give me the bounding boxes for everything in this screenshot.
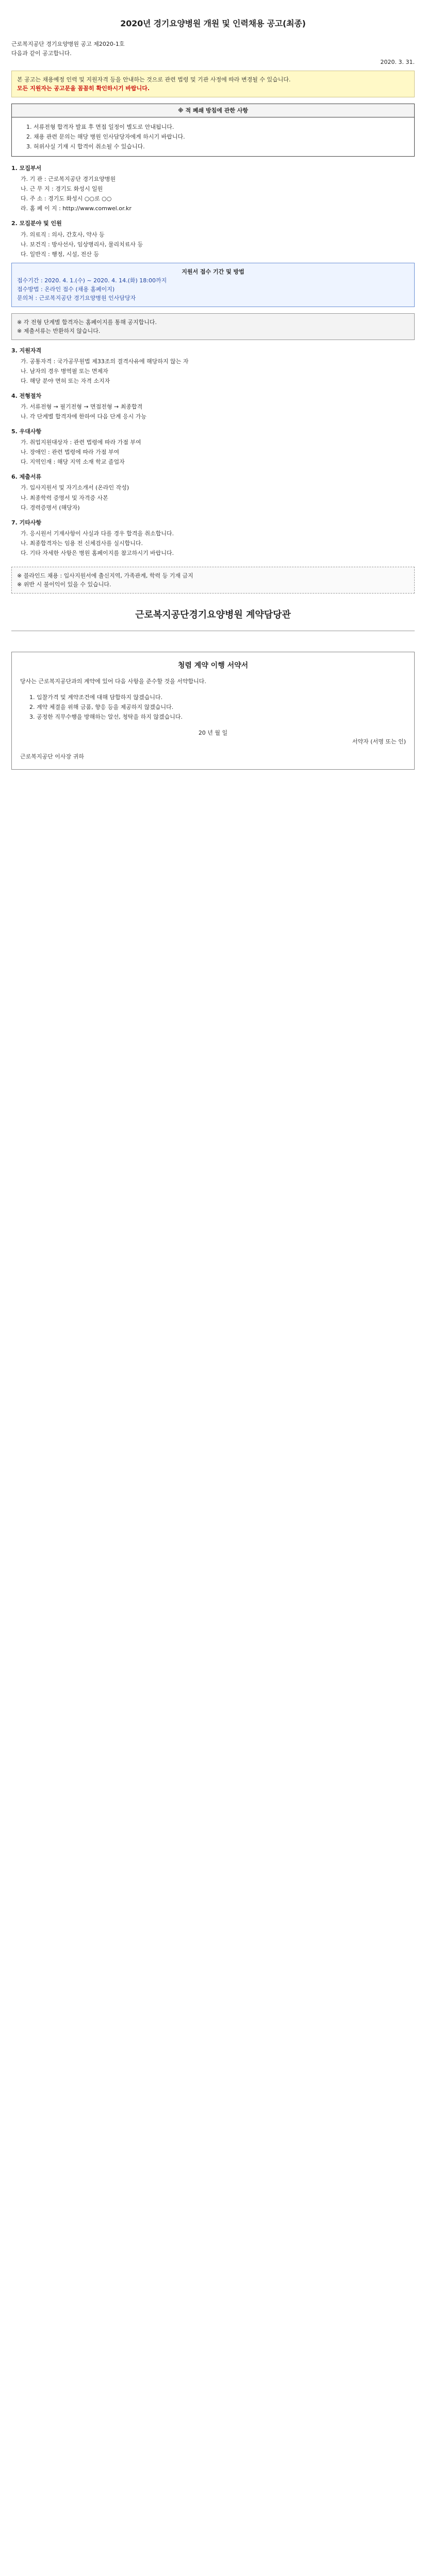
appendix-to: 근로복지공단 이사장 귀하 bbox=[20, 753, 84, 760]
gray-notice-line: ※ 제출서류는 반환하지 않습니다. bbox=[17, 327, 101, 334]
section-item: 나. 남자의 경우 병역필 또는 면제자 bbox=[21, 368, 108, 375]
document-date: 2020. 3. 31. bbox=[380, 58, 415, 65]
notice-text: 본 공고는 채용예정 인력 및 지원자격 등을 안내하는 것으로 관련 법령 및 기관 사정에 따라 변경될 수 있습니다. bbox=[17, 76, 291, 83]
section-1 bbox=[11, 164, 415, 213]
section-item: 가. 의료직 : 의사, 간호사, 약사 등 bbox=[21, 231, 105, 238]
application-box-title: 지원서 접수 기간 및 방법 bbox=[182, 268, 244, 275]
appendix-intro: 당사는 근로복지공단과의 계약에 있어 다음 사항을 준수할 것을 서약합니다. bbox=[20, 677, 206, 685]
section-title: 1. 모집부서 bbox=[11, 165, 42, 172]
section-title: 7. 기타사항 bbox=[11, 519, 42, 526]
appendix-title: 청렴 계약 이행 서약서 bbox=[177, 661, 249, 670]
notice-box bbox=[11, 71, 415, 97]
info-box-title: ※ 적 폐쇄 방침에 관한 사항 bbox=[12, 104, 414, 117]
info-box-item: 1. 서류전형 합격자 발표 후 면접 일정이 별도로 안내됩니다. bbox=[26, 124, 174, 131]
section-item: 다. 주 소 : 경기도 화성시 ○○로 ○○ bbox=[21, 195, 112, 202]
section-item: 가. 응시원서 기재사항이 사실과 다를 경우 합격을 취소합니다. bbox=[21, 530, 174, 537]
section-item: 나. 보건직 : 방사선사, 임상병리사, 물리치료사 등 bbox=[21, 241, 143, 248]
document-meta bbox=[11, 40, 415, 58]
section-title: 6. 제출서류 bbox=[11, 473, 42, 481]
section-item: 가. 취업지원대상자 : 관련 법령에 따라 가점 부여 bbox=[21, 439, 141, 446]
info-box-item: 2. 채용 관련 문의는 해당 병원 인사담당자에게 하시기 바랍니다. bbox=[26, 133, 185, 141]
document-title: 2020년 경기요양병원 개원 및 인력채용 공고(최종) bbox=[120, 19, 306, 28]
section-item: 나. 근 무 지 : 경기도 화성시 일원 bbox=[21, 185, 103, 193]
note-line: ※ 블라인드 채용 : 입사지원서에 출신지역, 가족관계, 학력 등 기재 금지 bbox=[17, 572, 193, 579]
section-2 bbox=[11, 219, 415, 258]
gray-notice-line: ※ 각 전형 단계별 합격자는 홈페이지를 통해 공지합니다. bbox=[17, 318, 157, 326]
section-item: 다. 기타 자세한 사항은 병원 홈페이지를 참고하시기 바랍니다. bbox=[21, 549, 174, 556]
spacer bbox=[20, 722, 406, 728]
section-item: 다. 지역인재 : 해당 지역 소재 학교 졸업자 bbox=[21, 459, 125, 466]
section-title: 5. 우대사항 bbox=[11, 428, 42, 435]
section-item: 나. 최종합격자는 임용 전 신체검사를 실시합니다. bbox=[21, 539, 143, 547]
more-sections bbox=[11, 346, 415, 563]
section-6 bbox=[11, 472, 415, 512]
note-line: ※ 위반 시 불이익이 있을 수 있습니다. bbox=[17, 581, 111, 588]
section-item: 다. 경력증명서 (해당자) bbox=[21, 504, 80, 511]
appendix-item: 2. 계약 체결을 위해 금품, 향응 등을 제공하지 않겠습니다. bbox=[29, 703, 174, 710]
appendix-item: 3. 공정한 직무수행을 방해하는 알선, 청탁을 하지 않겠습니다. bbox=[29, 713, 183, 720]
application-line: 접수방법 : 온라인 접수 (채용 홈페이지) bbox=[17, 285, 115, 293]
section-item: 나. 장애인 : 관련 법령에 따라 가점 부여 bbox=[21, 449, 120, 456]
appendix-item: 1. 입찰가격 및 계약조건에 대해 담합하지 않겠습니다. bbox=[29, 693, 163, 701]
appendix-sign: 서약자 (서명 또는 인) bbox=[352, 738, 406, 745]
application-box bbox=[11, 263, 415, 307]
spacer bbox=[20, 746, 406, 752]
section-item: 가. 공통자격 : 국가공무원법 제33조의 결격사유에 해당하지 않는 자 bbox=[21, 358, 189, 365]
meta-line-2: 다음과 같이 공고합니다. bbox=[11, 49, 72, 57]
section-3 bbox=[11, 346, 415, 385]
info-box bbox=[11, 104, 415, 157]
section-item: 다. 해당 분야 면허 또는 자격 소지자 bbox=[21, 378, 110, 385]
info-box-body bbox=[12, 117, 414, 156]
spacer bbox=[20, 686, 406, 692]
section-7 bbox=[11, 518, 415, 557]
section-item: 가. 기 관 : 근로복지공단 경기요양병원 bbox=[21, 176, 116, 183]
gray-notice-box bbox=[11, 313, 415, 340]
section-item: 라. 홈 페 이 지 : http://www.comwel.or.kr bbox=[21, 205, 132, 212]
section-item: 가. 서류전형 → 필기전형 → 면접전형 → 최종합격 bbox=[21, 403, 143, 411]
appendix-date: 20 년 월 일 bbox=[198, 729, 228, 736]
section-5 bbox=[11, 427, 415, 466]
info-box-item: 3. 허위사실 기재 시 합격이 취소될 수 있습니다. bbox=[26, 143, 145, 150]
section-item: 다. 일반직 : 행정, 시설, 전산 등 bbox=[21, 250, 100, 258]
section-title: 4. 전형절차 bbox=[11, 393, 42, 400]
section-item: 가. 입사지원서 및 자기소개서 (온라인 작성) bbox=[21, 484, 129, 492]
appendix-pledge bbox=[11, 652, 415, 770]
meta-line-1: 근로복지공단 경기요양병원 공고 제2020-1호 bbox=[11, 40, 125, 47]
application-line: 접수기간 : 2020. 4. 1.(수) ~ 2020. 4. 14.(화) 18:00까지 bbox=[17, 277, 167, 284]
section-item: 나. 최종학력 증명서 및 자격증 사본 bbox=[21, 494, 108, 501]
section-title: 2. 모집분야 및 인원 bbox=[11, 220, 62, 227]
section-4 bbox=[11, 392, 415, 421]
application-line: 문의처 : 근로복지공단 경기요양병원 인사담당자 bbox=[17, 294, 136, 301]
section-title: 3. 지원자격 bbox=[11, 347, 42, 354]
signature: 근로복지공단경기요양병원 계약담당관 bbox=[135, 609, 291, 621]
notice-highlight: 모든 지원자는 공고문을 꼼꼼히 확인하시기 바랍니다. bbox=[17, 84, 150, 92]
blind-hiring-note bbox=[11, 567, 415, 594]
section-item: 나. 각 단계별 합격자에 한하여 다음 단계 응시 가능 bbox=[21, 413, 146, 420]
